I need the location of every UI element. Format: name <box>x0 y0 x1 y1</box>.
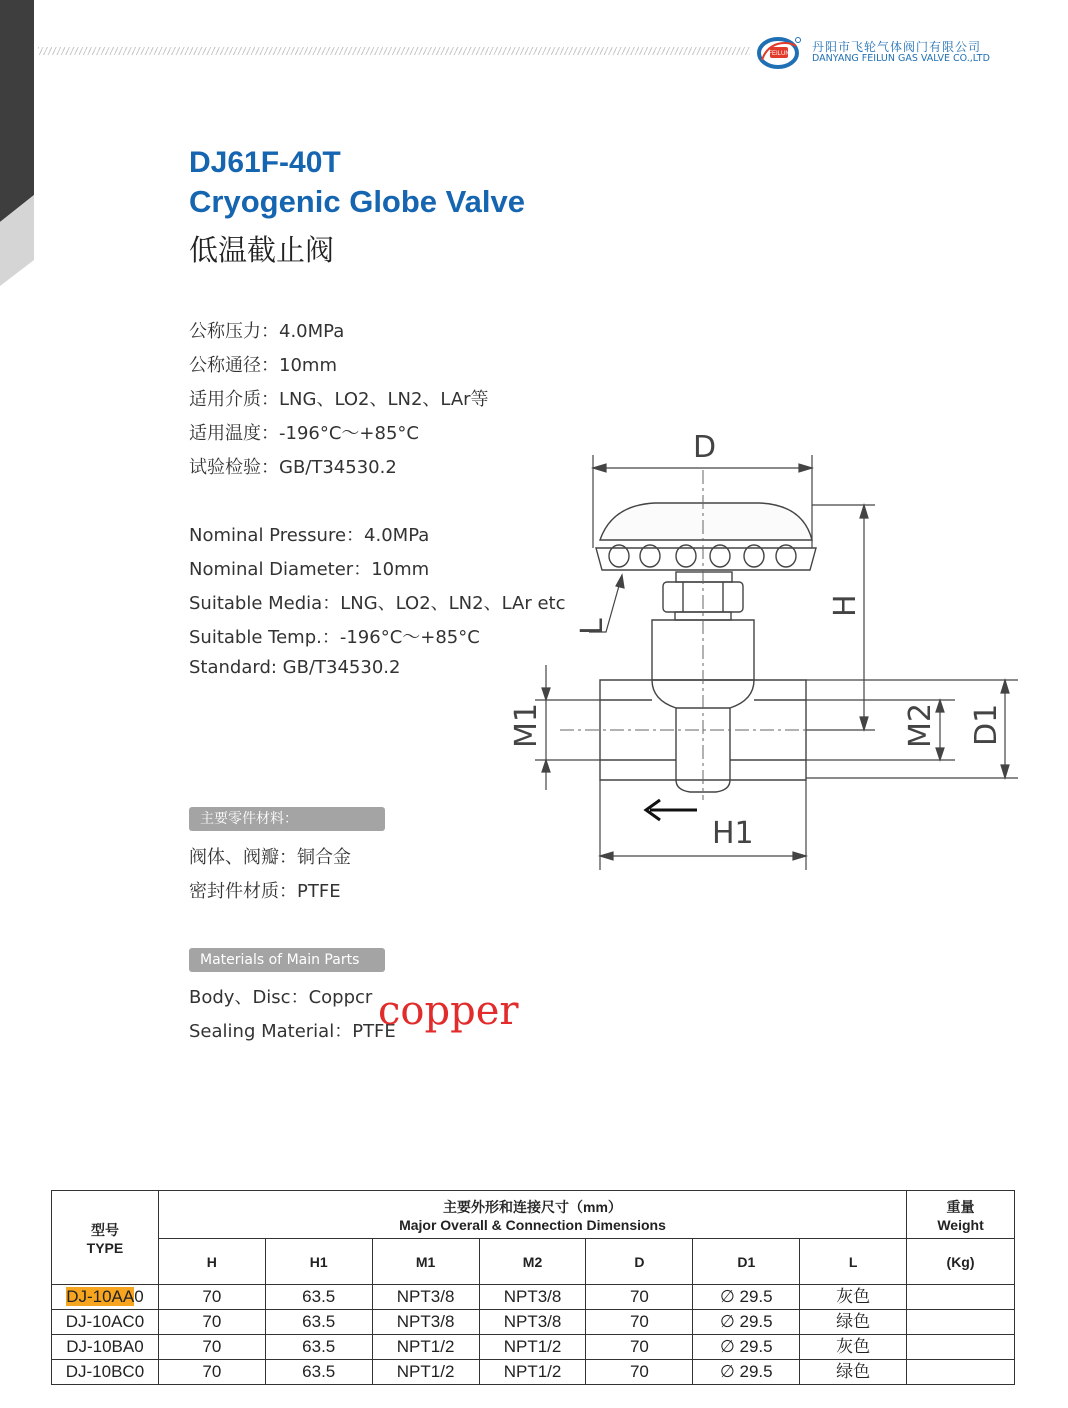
cell-weight <box>907 1285 1015 1310</box>
product-model: DJ61F-40T <box>189 146 341 179</box>
row-type-rest: 0 <box>134 1287 144 1306</box>
cell-h: 70 <box>158 1360 265 1385</box>
row-type-rest: DJ-10BA0 <box>66 1337 144 1356</box>
dimensions-table <box>51 1190 1015 1385</box>
dim-label-h: H <box>828 594 863 617</box>
spec-cn-standard: 试验检验：GB/T34530.2 <box>189 457 397 478</box>
cell-weight <box>907 1360 1015 1385</box>
spec-en-standard: Standard: GB/T34530.2 <box>189 657 401 678</box>
svg-text:FEILUN: FEILUN <box>768 51 790 57</box>
cell-h1: 63.5 <box>265 1360 372 1385</box>
cell-m2: NPT1/2 <box>479 1335 586 1360</box>
row-type-rest: DJ-10BC0 <box>65 1362 145 1381</box>
material-en-seal: Sealing Material：PTFE <box>189 1021 396 1042</box>
spec-en-temp: Suitable Temp.：-196°C～+85°C <box>189 627 480 648</box>
cell-d1: ∅ 29.5 <box>693 1335 800 1360</box>
product-name-en: Cryogenic Globe Valve <box>189 184 525 219</box>
col-d: D <box>586 1239 693 1285</box>
cell-m2: NPT3/8 <box>479 1285 586 1310</box>
row-type-rest: DJ-10AC0 <box>65 1312 145 1331</box>
dim-label-h1: H1 <box>712 816 754 851</box>
table-row <box>52 1310 1015 1335</box>
cell-d: 70 <box>586 1360 693 1385</box>
handwritten-annotation: copper <box>378 988 519 1034</box>
material-cn-seal: 密封件材质：PTFE <box>189 881 341 902</box>
cell-h: 70 <box>158 1335 265 1360</box>
company-name-en: DANYANG FEILUN GAS VALVE CO.,LTD <box>812 53 990 64</box>
cell-d: 70 <box>586 1285 693 1310</box>
valve-drawing <box>500 425 1040 875</box>
cell-m1: NPT3/8 <box>372 1310 479 1335</box>
cell-h: 70 <box>158 1310 265 1335</box>
spec-en-pressure: Nominal Pressure：4.0MPa <box>189 525 430 546</box>
cell-m1: NPT3/8 <box>372 1285 479 1310</box>
cell-l: 绿色 <box>800 1360 907 1385</box>
spec-en-diameter: Nominal Diameter：10mm <box>189 559 430 580</box>
dims-header-en: Major Overall & Connection Dimensions <box>399 1216 666 1233</box>
dim-label-m1: M1 <box>509 703 544 748</box>
materials-en-tag: Materials of Main Parts <box>189 948 385 972</box>
col-l: L <box>800 1239 907 1285</box>
col-weight-unit: (Kg) <box>907 1239 1015 1285</box>
material-en-body: Body、Disc：Coppcr <box>189 987 373 1008</box>
spec-cn-diameter: 公称通径：10mm <box>189 355 337 376</box>
cell-l: 灰色 <box>800 1335 907 1360</box>
cell-m2: NPT3/8 <box>479 1310 586 1335</box>
table-row <box>52 1335 1015 1360</box>
cell-m2: NPT1/2 <box>479 1360 586 1385</box>
spec-cn-temp: 适用温度：-196°C～+85°C <box>189 423 419 444</box>
cell-l: 绿色 <box>800 1310 907 1335</box>
cell-l: 灰色 <box>800 1285 907 1310</box>
cell-d: 70 <box>586 1310 693 1335</box>
col-h1: H1 <box>265 1239 372 1285</box>
row-type-highlight: DJ-10AA <box>66 1287 135 1306</box>
cell-weight <box>907 1310 1015 1335</box>
cell-h1: 63.5 <box>265 1310 372 1335</box>
cell-m1: NPT1/2 <box>372 1335 479 1360</box>
table-row <box>52 1285 1015 1310</box>
col-h: H <box>158 1239 265 1285</box>
cell-d: 70 <box>586 1335 693 1360</box>
row-type <box>52 1285 159 1310</box>
spec-en-media: Suitable Media：LNG、LO2、LN2、LAr etc <box>189 593 566 614</box>
dim-label-d: D <box>693 430 717 465</box>
type-header-cn: 型号 <box>90 1221 119 1238</box>
company-logo-icon <box>756 36 802 70</box>
cell-h1: 63.5 <box>265 1285 372 1310</box>
table-row <box>52 1360 1015 1385</box>
cell-d1: ∅ 29.5 <box>693 1310 800 1335</box>
cell-d1: ∅ 29.5 <box>693 1360 800 1385</box>
dim-label-l: L <box>575 618 610 635</box>
spec-cn-media: 适用介质：LNG、LO2、LN2、LAr等 <box>189 389 489 410</box>
header-hatch-line <box>38 47 750 55</box>
weight-header-en: Weight <box>937 1216 984 1233</box>
col-m2: M2 <box>479 1239 586 1285</box>
cell-h1: 63.5 <box>265 1335 372 1360</box>
materials-cn-tag: 主要零件材料： <box>189 807 385 831</box>
weight-header-cn: 重量 <box>946 1198 975 1215</box>
cell-m1: NPT1/2 <box>372 1360 479 1385</box>
product-name-cn: 低温截止阀 <box>189 233 335 267</box>
left-edge-decoration <box>0 0 34 290</box>
company-name-cn: 丹阳市飞轮气体阀门有限公司 <box>812 40 982 54</box>
cell-h: 70 <box>158 1285 265 1310</box>
row-type <box>52 1360 159 1385</box>
col-d1: D1 <box>693 1239 800 1285</box>
row-type <box>52 1335 159 1360</box>
spec-cn-pressure: 公称压力：4.0MPa <box>189 321 345 342</box>
weight-header <box>907 1191 1015 1239</box>
type-header-en: TYPE <box>86 1239 124 1256</box>
type-header <box>52 1191 159 1285</box>
cell-d1: ∅ 29.5 <box>693 1285 800 1310</box>
dims-header-cn: 主要外形和连接尺寸（mm） <box>443 1198 622 1215</box>
dim-label-d1: D1 <box>969 703 1004 746</box>
col-m1: M1 <box>372 1239 479 1285</box>
row-type <box>52 1310 159 1335</box>
dim-label-m2: M2 <box>903 703 938 748</box>
cell-weight <box>907 1335 1015 1360</box>
material-cn-body: 阀体、阀瓣：铜合金 <box>189 847 351 868</box>
dims-header <box>158 1191 906 1239</box>
